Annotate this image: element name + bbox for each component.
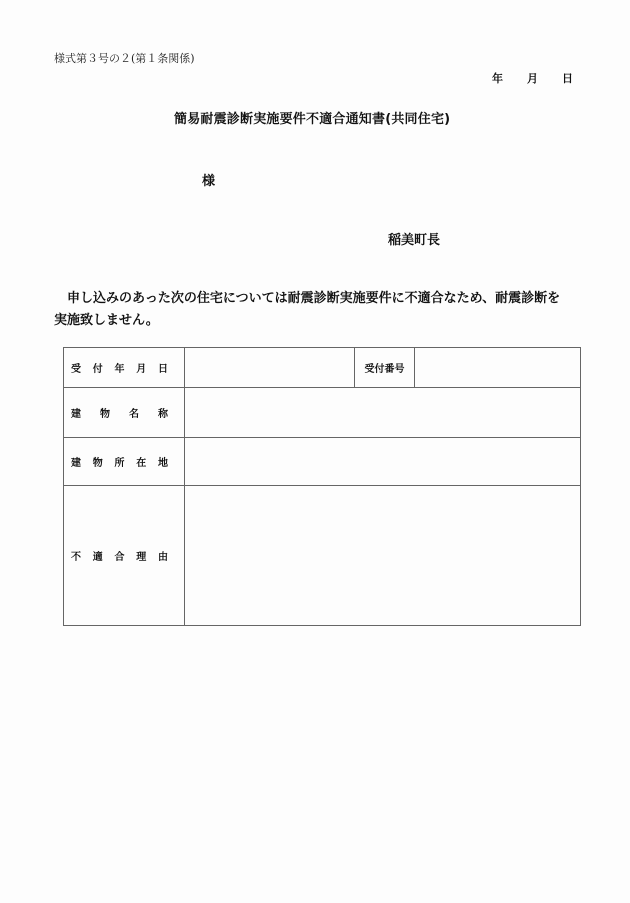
document-title: 簡易耐震診断実施要件不適合通知書(共同住宅) [174,112,451,127]
building-address-field[interactable] [185,438,581,486]
notice-body [54,288,584,332]
date-year: 年 [492,72,503,85]
date-line [492,70,573,86]
reception-number-field[interactable] [415,348,581,388]
addressee-suffix: 様 [202,174,216,189]
table-row [64,388,581,438]
table-row [64,438,581,486]
notice-line-2: 実施致しません。 [54,313,159,328]
label-building-name: 建 物 名 称 [64,388,185,438]
form-number: 様式第３号の２(第１条関係) [54,52,195,65]
building-name-field[interactable] [185,388,581,438]
table-row [64,486,581,626]
application-table [63,347,581,626]
date-month: 月 [527,72,538,85]
date-day: 日 [562,72,573,85]
nonconformity-reason-field[interactable] [185,486,581,626]
label-reception-date: 受 付 年 月 日 [64,348,185,388]
reception-date-field[interactable] [185,348,355,388]
label-building-address: 建 物 所 在 地 [64,438,185,486]
notice-line-1: 申し込みのあった次の住宅については耐震診断実施要件に不適合なため、耐震診断を [67,291,561,306]
table-row [64,348,581,388]
label-reception-number: 受付番号 [355,348,415,388]
label-nonconformity-reason: 不 適 合 理 由 [64,486,185,626]
issuer: 稲美町長 [388,233,441,248]
